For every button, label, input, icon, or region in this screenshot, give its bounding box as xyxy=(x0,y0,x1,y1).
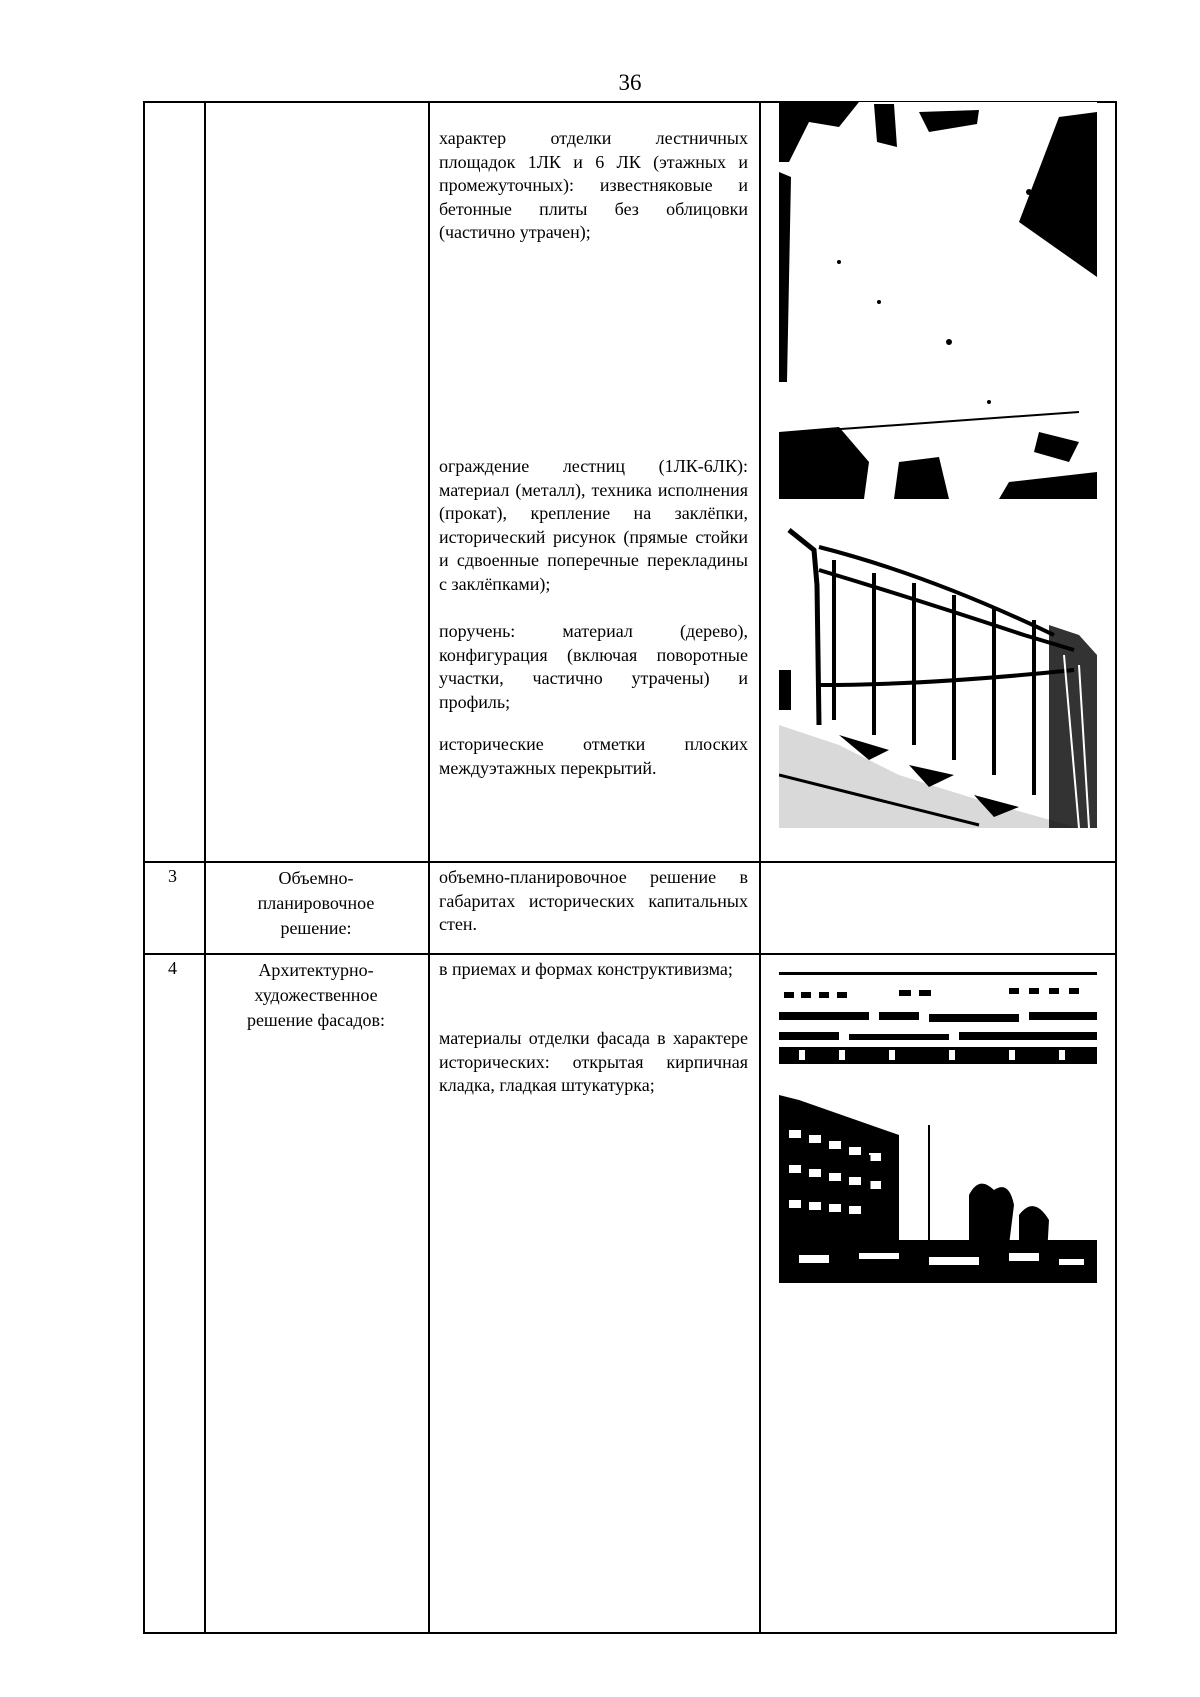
row-divider-3 xyxy=(143,861,1117,863)
row4-number: 4 xyxy=(168,958,177,978)
row1-paragraph-2: ограждение лестниц (1ЛК-6ЛК): материал (металл), техника исполнения (прокат), крепление на заклёпки, исторический рисунок (прямые стойки и сдвоенные поперечные перекладины с заклёпками); xyxy=(439,456,748,594)
row3-paragraph-1: объемно-планировочное решение в габаритах исторических капитальных стен. xyxy=(439,867,748,934)
row3-name: Объемно-планировочное решение: xyxy=(257,868,375,938)
staircase-landing-photo xyxy=(779,102,1097,499)
facade-photo-wide xyxy=(779,962,1097,1064)
column-line-1 xyxy=(143,101,145,1634)
row1-paragraph-3: поручень: материал (дерево), конфигурация (включая поворотные участки, частично утрачены) и профиль; xyxy=(439,621,748,712)
row1-paragraph-4: исторические отметки плоских междуэтажных перекрытий. xyxy=(439,734,748,778)
row1-paragraph-1: характер отделки лестничных площадок 1ЛК и 6 ЛК (этажных и промежуточных): известняковые и бетонные плиты без облицовки (частично утрачен); xyxy=(439,128,748,242)
page-number: 36 xyxy=(618,70,642,95)
row4-paragraph-1: в приемах и формах конструктивизма; xyxy=(439,959,733,979)
row4-paragraph-2: материалы отделки фасада в характере исторических: открытая кирпичная кладка, гладкая штукатурка; xyxy=(439,1028,748,1095)
column-line-2 xyxy=(204,101,206,1634)
column-line-5 xyxy=(1115,101,1117,1634)
row3-number: 3 xyxy=(168,866,177,886)
column-line-4 xyxy=(759,101,761,1634)
staircase-railing-photo xyxy=(779,525,1097,828)
row4-name: Архитектурно-художественное решение фасадов: xyxy=(246,960,386,1030)
column-line-3 xyxy=(428,101,430,1634)
facade-photo-street xyxy=(779,1095,1097,1283)
row-divider-4 xyxy=(143,953,1117,955)
table-border-bottom xyxy=(143,1632,1117,1634)
